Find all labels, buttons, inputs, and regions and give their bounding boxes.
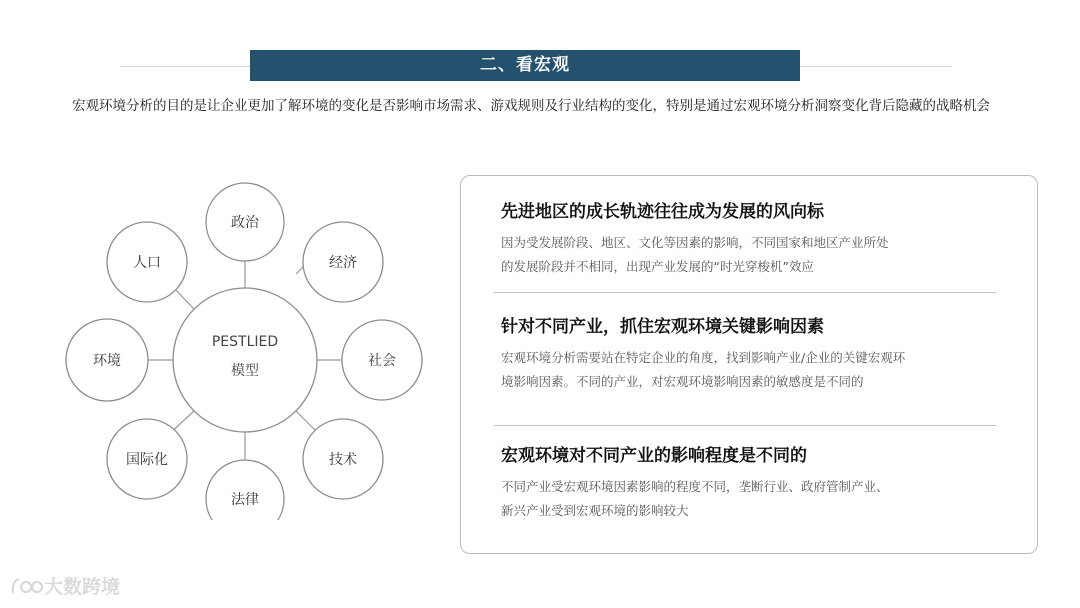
node-label-population: 人口: [133, 255, 161, 271]
brand-mark-icon: [10, 575, 44, 597]
insight-title-1: 先进地区的成长轨迹往往成为发展的风向标: [501, 202, 824, 222]
insight-body-2-line1: 宏观环境分析需要站在特定企业的角度，找到影响产业/企业的关键宏观环: [501, 350, 906, 365]
insight-body-1-line2: 的发展阶段并不相同，出现产业发展的“时光穿梭机”效应: [501, 259, 814, 274]
panel-divider-2: [494, 425, 996, 426]
insight-body-3-line1: 不同产业受宏观环境因素影响的程度不同，垄断行业、政府管制产业、: [501, 479, 889, 494]
insight-section-1: [501, 200, 1021, 279]
insight-section-2: [501, 315, 1021, 394]
center-circle: [173, 288, 317, 432]
insight-body-2-line2: 境影响因素。不同的产业，对宏观环境影响因素的敏感度是不同的: [501, 374, 864, 389]
insight-body-3-line2: 新兴产业受到宏观环境的影响较大: [501, 503, 689, 518]
node-label-environment: 环境: [93, 353, 121, 369]
node-law: [206, 460, 284, 520]
watermark-text: 大数跨境: [44, 576, 121, 598]
insight-body-1: [501, 231, 1021, 279]
insight-title-2: 针对不同产业，抓住宏观环境关键影响因素: [501, 317, 824, 337]
node-label-law: 法律: [231, 492, 259, 508]
pestlied-diagram: [55, 170, 435, 520]
panel-divider-1: [494, 292, 996, 293]
center-label-line1: PESTLIED: [211, 334, 279, 350]
intro-paragraph: 宏观环境分析的目的是让企业更加了解环境的变化是否影响市场需求、游戏规则及行业结构的变化，特别是通过宏观环境分析洞察变化背后隐藏的战略机会: [72, 98, 990, 114]
node-label-politics: 政治: [231, 215, 259, 231]
node-label-economy: 经济: [329, 255, 357, 271]
node-label-international: 国际化: [126, 452, 168, 468]
insight-section-3: [501, 444, 1021, 523]
insight-body-2: [501, 346, 1021, 394]
node-label-technology: 技术: [329, 452, 357, 468]
insight-body-3: [501, 475, 1021, 523]
watermark-logo: [10, 572, 120, 599]
insight-panel: [460, 175, 1038, 554]
center-label-line2: 模型: [231, 363, 259, 379]
insight-title-3: 宏观环境对不同产业的影响程度是不同的: [501, 446, 807, 466]
insight-body-1-line1: 因为受发展阶段、地区、文化等因素的影响，不同国家和地区产业所处: [501, 235, 889, 250]
page-title: 二、看宏观: [250, 50, 800, 81]
node-label-society: 社会: [368, 353, 396, 369]
